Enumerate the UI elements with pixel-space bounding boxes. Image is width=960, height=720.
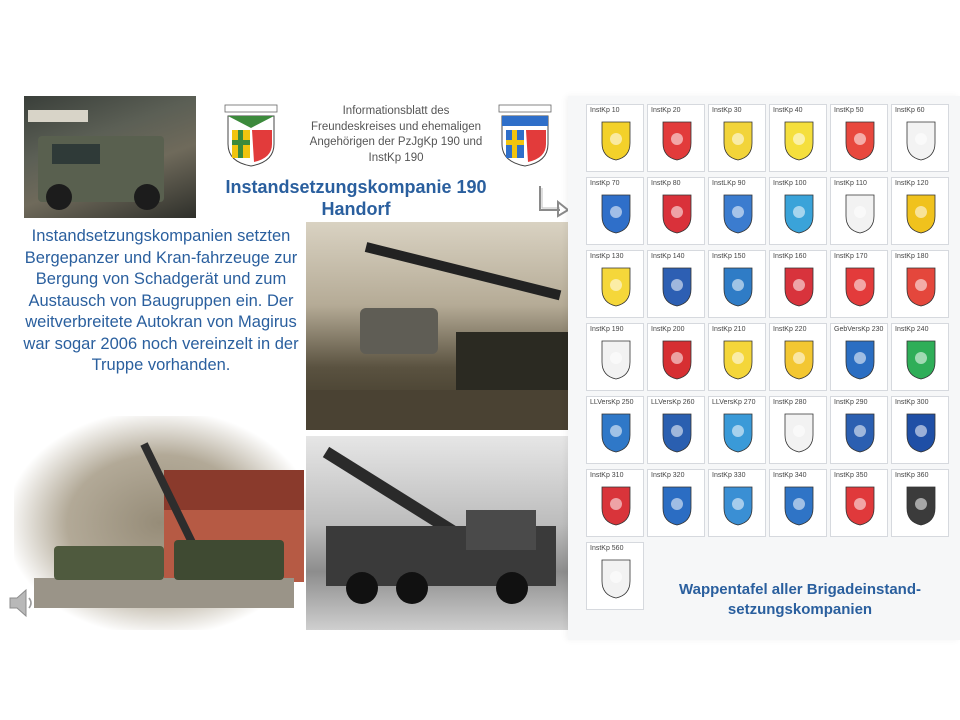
tile-label: InstKp 210 [712,326,746,333]
coat-of-arms-tile [647,323,705,391]
tile-label: InstKp 120 [895,180,929,187]
info-line: Angehörigen der PzJgKp 190 und [309,136,483,148]
coat-of-arms-shield-icon [723,194,753,234]
coat-of-arms-shield-icon [601,340,631,380]
building-roof [164,470,304,510]
coat-of-arms-shield-icon [784,413,814,453]
coat-of-arms-tile [891,177,949,245]
truck-wheel [46,184,72,210]
coat-of-arms-shield-icon [662,413,692,453]
coat-of-arms-shield-icon [845,340,875,380]
coat-of-arms-shield-icon [845,486,875,526]
magirus-crane-photo [306,436,568,630]
coat-of-arms-shield-icon [601,559,631,599]
coat-of-arms-shield-icon [601,486,631,526]
coat-of-arms-tile [586,469,644,537]
coat-of-arms-tile [586,323,644,391]
truck-wheel [346,572,378,604]
coat-of-arms-tile [830,396,888,464]
coat-of-arms-shield-icon [845,267,875,307]
page-title [180,176,532,220]
coat-of-arms-tile [586,177,644,245]
tile-label: InstKp 170 [834,253,868,260]
tile-label: InstKp 280 [773,399,807,406]
coat-of-arms-shield-icon [906,486,936,526]
recovery-tank [174,540,284,580]
tile-label: InstKp 240 [895,326,929,333]
tile-label: InstKp 310 [590,472,624,479]
tile-label: LLVersKp 250 [590,399,634,406]
recovery-tank [54,546,164,580]
coat-of-arms-shield-icon [723,267,753,307]
coat-of-arms-shield-icon [845,121,875,161]
arrow-right-icon [538,184,572,218]
tile-label: InstKp 340 [773,472,807,479]
coat-of-arms-tile [586,542,644,610]
coat-of-arms-shield-icon [723,486,753,526]
pzjgkp-shield-icon [224,104,278,168]
coat-of-arms-tile [830,323,888,391]
tile-label: InstKp 560 [590,545,624,552]
coat-of-arms-tile [891,104,949,172]
coat-of-arms-tile [586,396,644,464]
tile-label: InstKp 60 [895,107,925,114]
coat-of-arms-tile [891,469,949,537]
truck-photo [24,96,196,218]
tile-label: InstKp 320 [651,472,685,479]
info-line: Informationsblatt des [342,105,450,117]
tile-label: InstKp 80 [651,180,681,187]
board-caption: Wappentafel aller Brigadeinstand-setzungskompanien [679,581,921,618]
coat-of-arms-tile [891,396,949,464]
coat-of-arms-tile [708,104,766,172]
coat-of-arms-shield-icon [601,267,631,307]
photo-sign [28,110,88,122]
coat-of-arms-tile [769,104,827,172]
tile-label: InstKp 180 [895,253,929,260]
coat-of-arms-tile [647,469,705,537]
instkp-190-shield-icon [498,104,552,168]
coat-of-arms-tile [891,323,949,391]
coat-of-arms-shield-icon [662,121,692,161]
tile-label: InstKp 150 [712,253,746,260]
coat-of-arms-tile [769,177,827,245]
coat-of-arms-tile [647,396,705,464]
coat-of-arms-shield-icon [784,194,814,234]
coat-of-arms-shield-icon [662,194,692,234]
crane-lifting-photo [306,222,568,430]
coat-of-arms-tile [830,250,888,318]
coat-of-arms-tile [769,323,827,391]
truck-wheel [396,572,428,604]
tile-label: InstKp 130 [590,253,624,260]
description-text: Instandsetzungskompanien setzten Bergepanzer und Kran-fahrzeuge zur Bergung von Schadgerät und zum Austausch von Baugruppen ein. Der weitverbreitete Autokran von Magirus war sogar 2006 noch vereinzelt in der Truppe vorhanden. [23,227,299,374]
coat-of-arms-shield-icon [723,121,753,161]
tile-label: InstLKp 90 [712,180,746,187]
coat-of-arms-tile [708,396,766,464]
truck-cab [466,510,536,550]
coat-of-arms-shield-icon [906,267,936,307]
crane-boom [323,447,457,537]
coat-of-arms-tile [769,469,827,537]
coat-of-arms-tile [708,177,766,245]
tile-label: InstKp 330 [712,472,746,479]
coat-of-arms-shield-icon [723,413,753,453]
coat-of-arms-tile [586,250,644,318]
lifted-load [360,308,438,354]
tile-label: InstKp 200 [651,326,685,333]
tile-label: InstKp 50 [834,107,864,114]
coat-of-arms-tile [830,177,888,245]
coat-of-arms-tile [647,104,705,172]
tile-label: InstKp 220 [773,326,807,333]
coat-of-arms-shield-icon [784,340,814,380]
ground [34,578,294,608]
coat-of-arms-shield-icon [662,340,692,380]
tile-label: InstKp 350 [834,472,868,479]
coat-of-arms-tile [769,250,827,318]
tile-label: InstKp 40 [773,107,803,114]
info-sheet-heading [292,104,500,166]
tile-label: InstKp 300 [895,399,929,406]
coat-of-arms-shield-icon [662,267,692,307]
coat-of-arms-shield-icon [784,486,814,526]
tile-label: LLVersKp 270 [712,399,756,406]
coat-of-arms-tile [708,323,766,391]
coat-of-arms-tile [891,250,949,318]
coat-of-arms-board [568,96,960,640]
coat-of-arms-shield-icon [723,340,753,380]
truck-wheel [134,184,160,210]
tile-label: InstKp 360 [895,472,929,479]
coat-of-arms-shield-icon [845,413,875,453]
coat-of-arms-tile [830,104,888,172]
coat-of-arms-shield-icon [906,121,936,161]
title-line: Handorf [321,199,391,219]
tile-label: InstKp 10 [590,107,620,114]
tile-label: InstKp 160 [773,253,807,260]
coat-of-arms-tile [708,469,766,537]
coat-of-arms-tile [708,250,766,318]
ground [306,390,568,430]
tile-label: InstKp 30 [712,107,742,114]
tile-label: InstKp 100 [773,180,807,187]
tile-label: InstKp 20 [651,107,681,114]
coat-of-arms-tile [769,396,827,464]
coat-of-arms-shield-icon [601,413,631,453]
coat-of-arms-shield-icon [906,194,936,234]
coat-of-arms-shield-icon [662,486,692,526]
coat-of-arms-shield-icon [906,413,936,453]
tile-label: InstKp 190 [590,326,624,333]
tile-label: LLVersKp 260 [651,399,695,406]
coat-of-arms-tile [586,104,644,172]
coat-of-arms-shield-icon [601,194,631,234]
coat-of-arms-shield-icon [784,267,814,307]
tile-label: InstKp 290 [834,399,868,406]
tile-label: InstKp 140 [651,253,685,260]
title-line: Instandsetzungskompanie 190 [225,177,487,197]
coat-of-arms-shield-icon [601,121,631,161]
speaker-icon[interactable] [8,586,36,620]
coat-of-arms-shield-icon [845,194,875,234]
coat-of-arms-shield-icon [784,121,814,161]
coat-of-arms-tile [647,250,705,318]
crane-boom [365,242,561,300]
tile-label: InstKp 110 [834,180,867,187]
coat-of-arms-tile [647,177,705,245]
info-line: InstKp 190 [368,151,424,164]
tile-label: GebVersKp 230 [834,326,884,333]
info-line: Freundeskreises und ehemaligen [310,120,482,133]
coat-of-arms-tile [830,469,888,537]
truck-window [52,144,100,164]
bergepanzer-photo [14,416,306,630]
coat-of-arms-shield-icon [906,340,936,380]
tile-label: InstKp 70 [590,180,620,187]
truck-wheel [496,572,528,604]
